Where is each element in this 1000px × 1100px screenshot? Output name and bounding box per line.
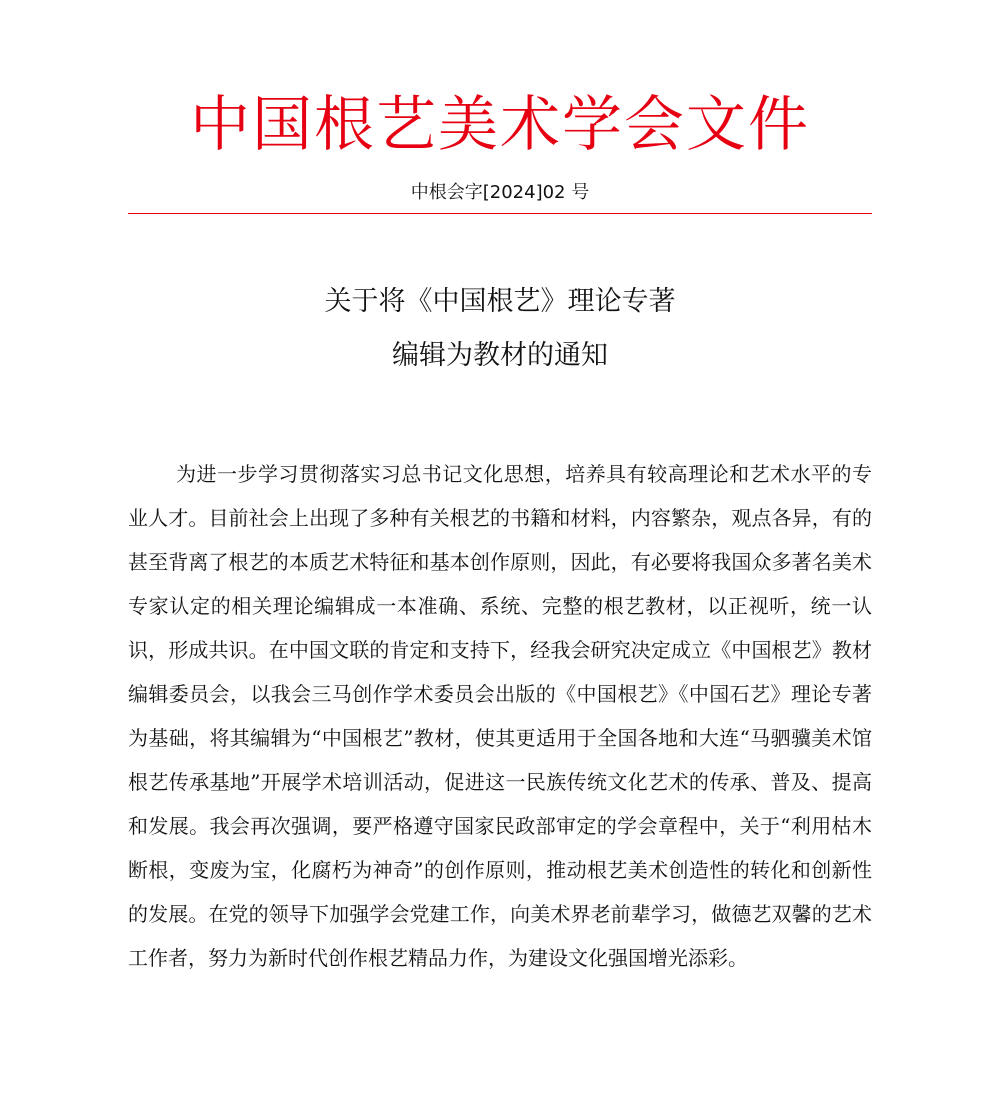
header-divider xyxy=(128,213,872,214)
notice-title-line-1: 关于将《中国根艺》理论专著 xyxy=(324,286,676,317)
notice-title xyxy=(0,275,1000,383)
notice-title-line-2: 编辑为教材的通知 xyxy=(392,340,608,371)
document-header-title: 中国根艺美术学会文件 xyxy=(190,90,810,160)
document-number: 中根会字[2024]02 号 xyxy=(410,182,590,203)
notice-body-paragraph: 为进一步学习贯彻落实习总书记文化思想，培养具有较高理论和艺术水平的专业人才。目前社会上出现了多种有关根艺的书籍和材料，内容繁杂，观点各异，有的甚至背离了根艺的本质艺术特征和基本创作原则，因此，有必要将我国众多著名美术专家认定的相关理论编辑成一本准确、系统、完整的根艺教材，以正视听，统一认识，形成共识。在中国文联的肯定和支持下，经我会研究决定成立《中国根艺》教材编辑委员会，以我会三马创作学术委员会出版的《中国根艺》《中国石艺》理论专著为基础，将其编辑为“中国根艺”教材，使其更适用于全国各地和大连“马驷骥美术馆根艺传承基地”开展学术培训活动，促进这一民族传统文化艺术的传承、普及、提高和发展。我会再次强调，要严格遵守国家民政部审定的学会章程中，关于“利用枯木断根，变废为宝，化腐朽为神奇”的创作原则，推动根艺美术创造性的转化和创新性的发展。在党的领导下加强学会党建工作，向美术界老前辈学习，做德艺双馨的艺术工作者，努力为新时代创作根艺精品力作，为建设文化强国增光添彩。 xyxy=(128,462,872,970)
